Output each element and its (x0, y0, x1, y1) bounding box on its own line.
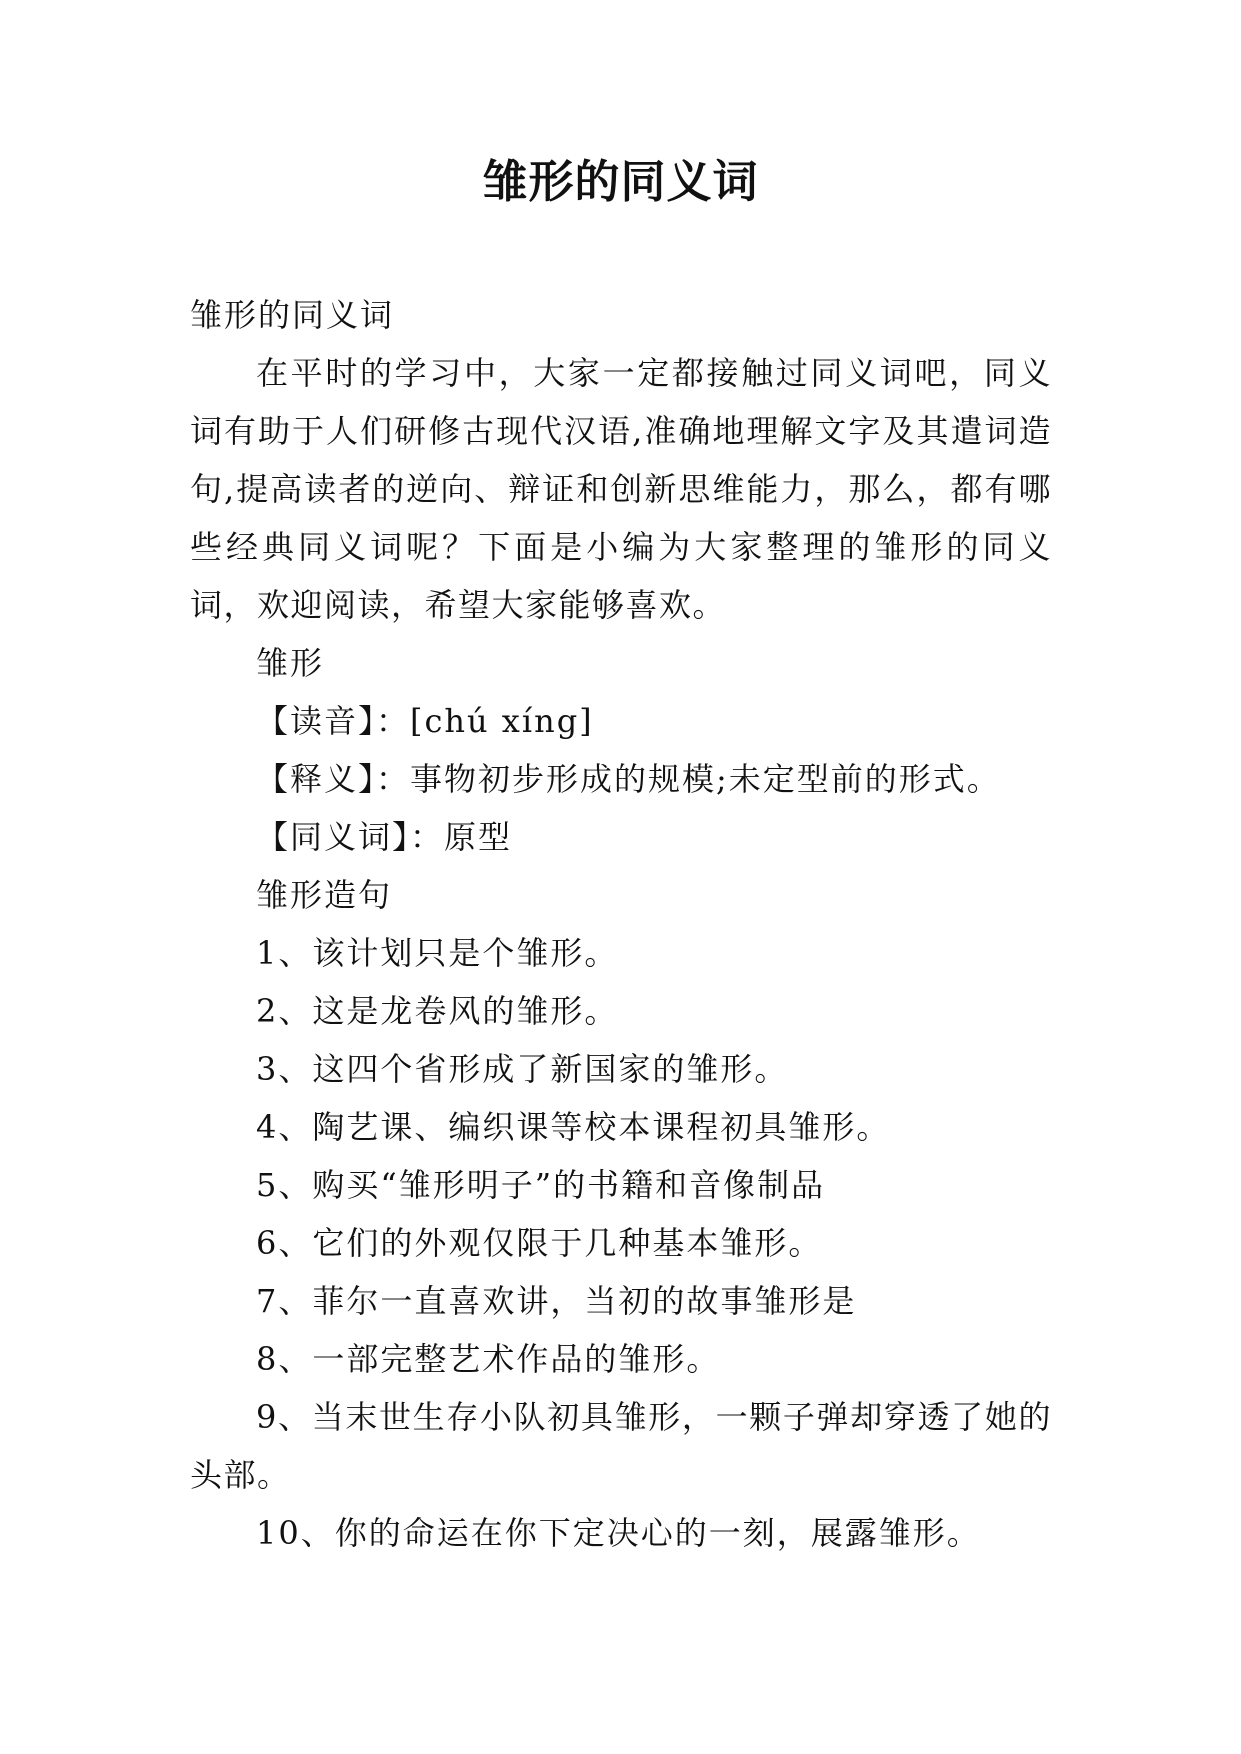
example-item: 2、这是龙卷风的雏形。 (256, 992, 619, 1030)
intro-paragraph: 在平时的学习中，大家一定都接触过同义词吧，同义词有助于人们研修古现代汉语,准确地理解文字及其遣词造句,提高读者的逆向、辩证和创新思维能力，那么，都有哪些经典同义词呢？下面是小编为大家整理的雏形的同义词，欢迎阅读，希望大家能够喜欢。 (190, 354, 1052, 624)
example-item: 4、陶艺课、编织课等校本课程初具雏形。 (256, 1108, 891, 1146)
synonym-line: 【同义词】：原型 (256, 818, 513, 856)
document-title: 雏形的同义词 (482, 155, 759, 208)
word-heading: 雏形 (256, 644, 325, 682)
pronunciation-line: 【读音】：[chú xíng] (256, 702, 594, 740)
definition-line: 【释义】：事物初步形成的规模;未定型前的形式。 (256, 760, 1001, 798)
example-item: 5、购买“雏形明子”的书籍和音像制品 (256, 1166, 826, 1204)
example-item: 9、当末世生存小队初具雏形，一颗子弹却穿透了她的头部。 (190, 1398, 1052, 1494)
example-item: 3、这四个省形成了新国家的雏形。 (256, 1050, 789, 1088)
example-item: 6、它们的外观仅限于几种基本雏形。 (256, 1224, 823, 1262)
document-body (190, 286, 1052, 1562)
example-item: 8、一部完整艺术作品的雏形。 (256, 1340, 721, 1378)
example-item: 10、你的命运在你下定决心的一刻，展露雏形。 (256, 1514, 981, 1552)
example-item: 1、该计划只是个雏形。 (256, 934, 619, 972)
example-item: 7、菲尔一直喜欢讲，当初的故事雏形是 (256, 1282, 857, 1320)
examples-heading: 雏形造句 (256, 876, 393, 914)
subtitle-line: 雏形的同义词 (190, 296, 395, 334)
